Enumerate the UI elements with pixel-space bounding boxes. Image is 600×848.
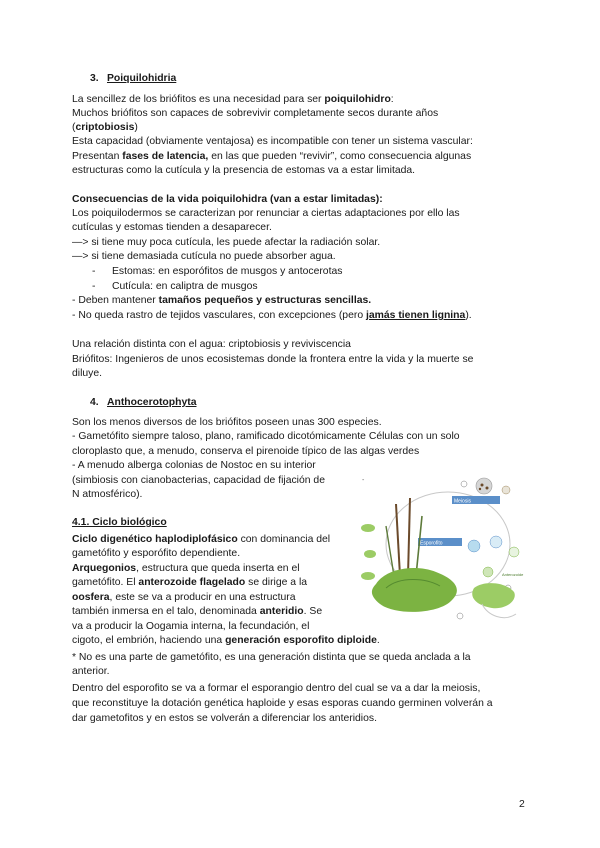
figure-label-top: Meiosis [454,498,471,505]
paragraph-line: * No es una parte de gametófito, es una generación distinta que se queda anclada a la [72,652,471,663]
figure-label-mid: Esporofito [420,540,443,547]
section-title: Poiquilohidria [107,73,177,84]
section-title: Anthocerotophyta [107,397,197,408]
section-3-heading [90,72,176,86]
paragraph-line: Son los menos diversos de los briófitos poseen unas 300 especies. [72,417,382,428]
section-4-heading [90,396,196,410]
consecuencias-heading: Consecuencias de la vida poiquilohidra (van a estar limitadas): [72,194,383,205]
paragraph-line: anterior. [72,666,110,677]
antheridium-icon [509,547,519,557]
section-number: 4. [90,397,99,408]
figure-label-right: Anterozoide [502,572,524,577]
paragraph-line: La sencillez de los briófitos es una necesidad para ser poiquilohidro: [72,94,394,105]
paragraph-line: - Gametófito siempre taloso, plano, ramificado dicotómicamente Células con un solo [72,431,460,442]
anthocerotophyta-life-cycle-figure [356,476,526,626]
stray-mark: - [362,477,365,484]
paragraph-line: Briófitos: Ingenieros de unos ecosistemas donde la frontera entre la vida y la muerte se [72,354,474,365]
paragraph-line: estructuras como la cutícula y la presencia de estomas va a estar limitada. [72,165,416,176]
paragraph-line: Presentan fases de latencia, en las que pueden “revivir”, como consecuencia algunas [72,151,472,162]
paragraph-line: que reconstituye la dotación genética haploide y esas esporas cuando germinen volverán a [72,698,493,709]
paragraph-line: Los poiquilodermos se caracterizan por renunciar a ciertas adaptaciones por ello las [72,208,460,219]
paragraph-line: - A menudo alberga colonias de Nostoc en su interior [72,460,316,471]
gametophyte-thallus [372,568,457,612]
paragraph-line: gametófito. El anterozoide flagelado se dirige a la [72,577,308,588]
step-number-icon [461,481,467,487]
sporophyte-horn [396,504,400,576]
paragraph-line: - No queda rastro de tejidos vasculares, con excepciones (pero jamás tienen lignina). [72,310,472,321]
paragraph-line: diluye. [72,368,103,379]
paragraph-line: Arquegonios, estructura que queda inserta en el [72,563,300,574]
paragraph-line: Dentro del esporofito se va a formar el esporangio dentro del cual se va a dar la meiosis, [72,683,481,694]
paragraph-line: (criptobiosis) [72,122,138,133]
zygote-icon [468,540,480,552]
paragraph-line: —> si tiene muy poca cutícula, les puede afectar la radiación solar. [72,237,381,248]
paragraph-line: —> si tiene demasiada cutícula no puede absorber agua. [72,251,336,262]
spore-capsule-icon [476,478,492,494]
bullet-item: - Cutícula: en caliptra de musgos [92,281,258,292]
bullet-item: - Estomas: en esporófitos de musgos y antocerotas [92,266,343,277]
section-4-1-heading: 4.1. Ciclo biológico [72,517,167,528]
paragraph-line: (simbiosis con cianobacterias, capacidad de fijación de [72,475,325,486]
paragraph-line: también inmersa en el talo, denominada anteridio. Se [72,606,323,617]
paragraph-line: Esta capacidad (obviamente ventajosa) es incompatible con tener un sistema vascular: [72,136,473,147]
paragraph-line: cloroplasto que, a menudo, conserva el pirenoide típico de las algas verdes [72,446,420,457]
small-thallus-icon [361,572,375,580]
paragraph-line: Una relación distinta con el agua: criptobiosis y reviviscencia [72,339,351,350]
page-number: 2 [519,799,525,810]
paragraph-line: va a producir la Oogamia interna, la fecundación, el [72,621,310,632]
paragraph-line: cutículas y estomas tienden a desaparecer. [72,222,272,233]
section-number: 3. [90,73,99,84]
paragraph-line: dar gametofitos y en estos se volverán a diferenciar los anteridios. [72,713,377,724]
small-thallus-icon [361,524,375,532]
spore-icon [502,486,510,494]
paragraph-line: - Deben mantener tamaños pequeños y estructuras sencillas. [72,295,372,306]
paragraph-line: N atmosférico). [72,489,143,500]
small-thallus-icon [364,550,376,558]
paragraph-line: oosfera, este se va a producir en una estructura [72,592,296,603]
egg-cell-icon [490,536,502,548]
embryo-icon [483,567,493,577]
paragraph-line: Muchos briófitos son capaces de sobrevivir completamente secos durante años [72,108,439,119]
paragraph-line: cigoto, el embrión, haciendo una generación esporofito diploide. [72,635,380,646]
step-number-icon [457,613,463,619]
paragraph-line: Ciclo digenético haplodiplofásico con dominancia del [72,534,331,545]
paragraph-line: gametófito y esporófito dependiente. [72,548,241,559]
